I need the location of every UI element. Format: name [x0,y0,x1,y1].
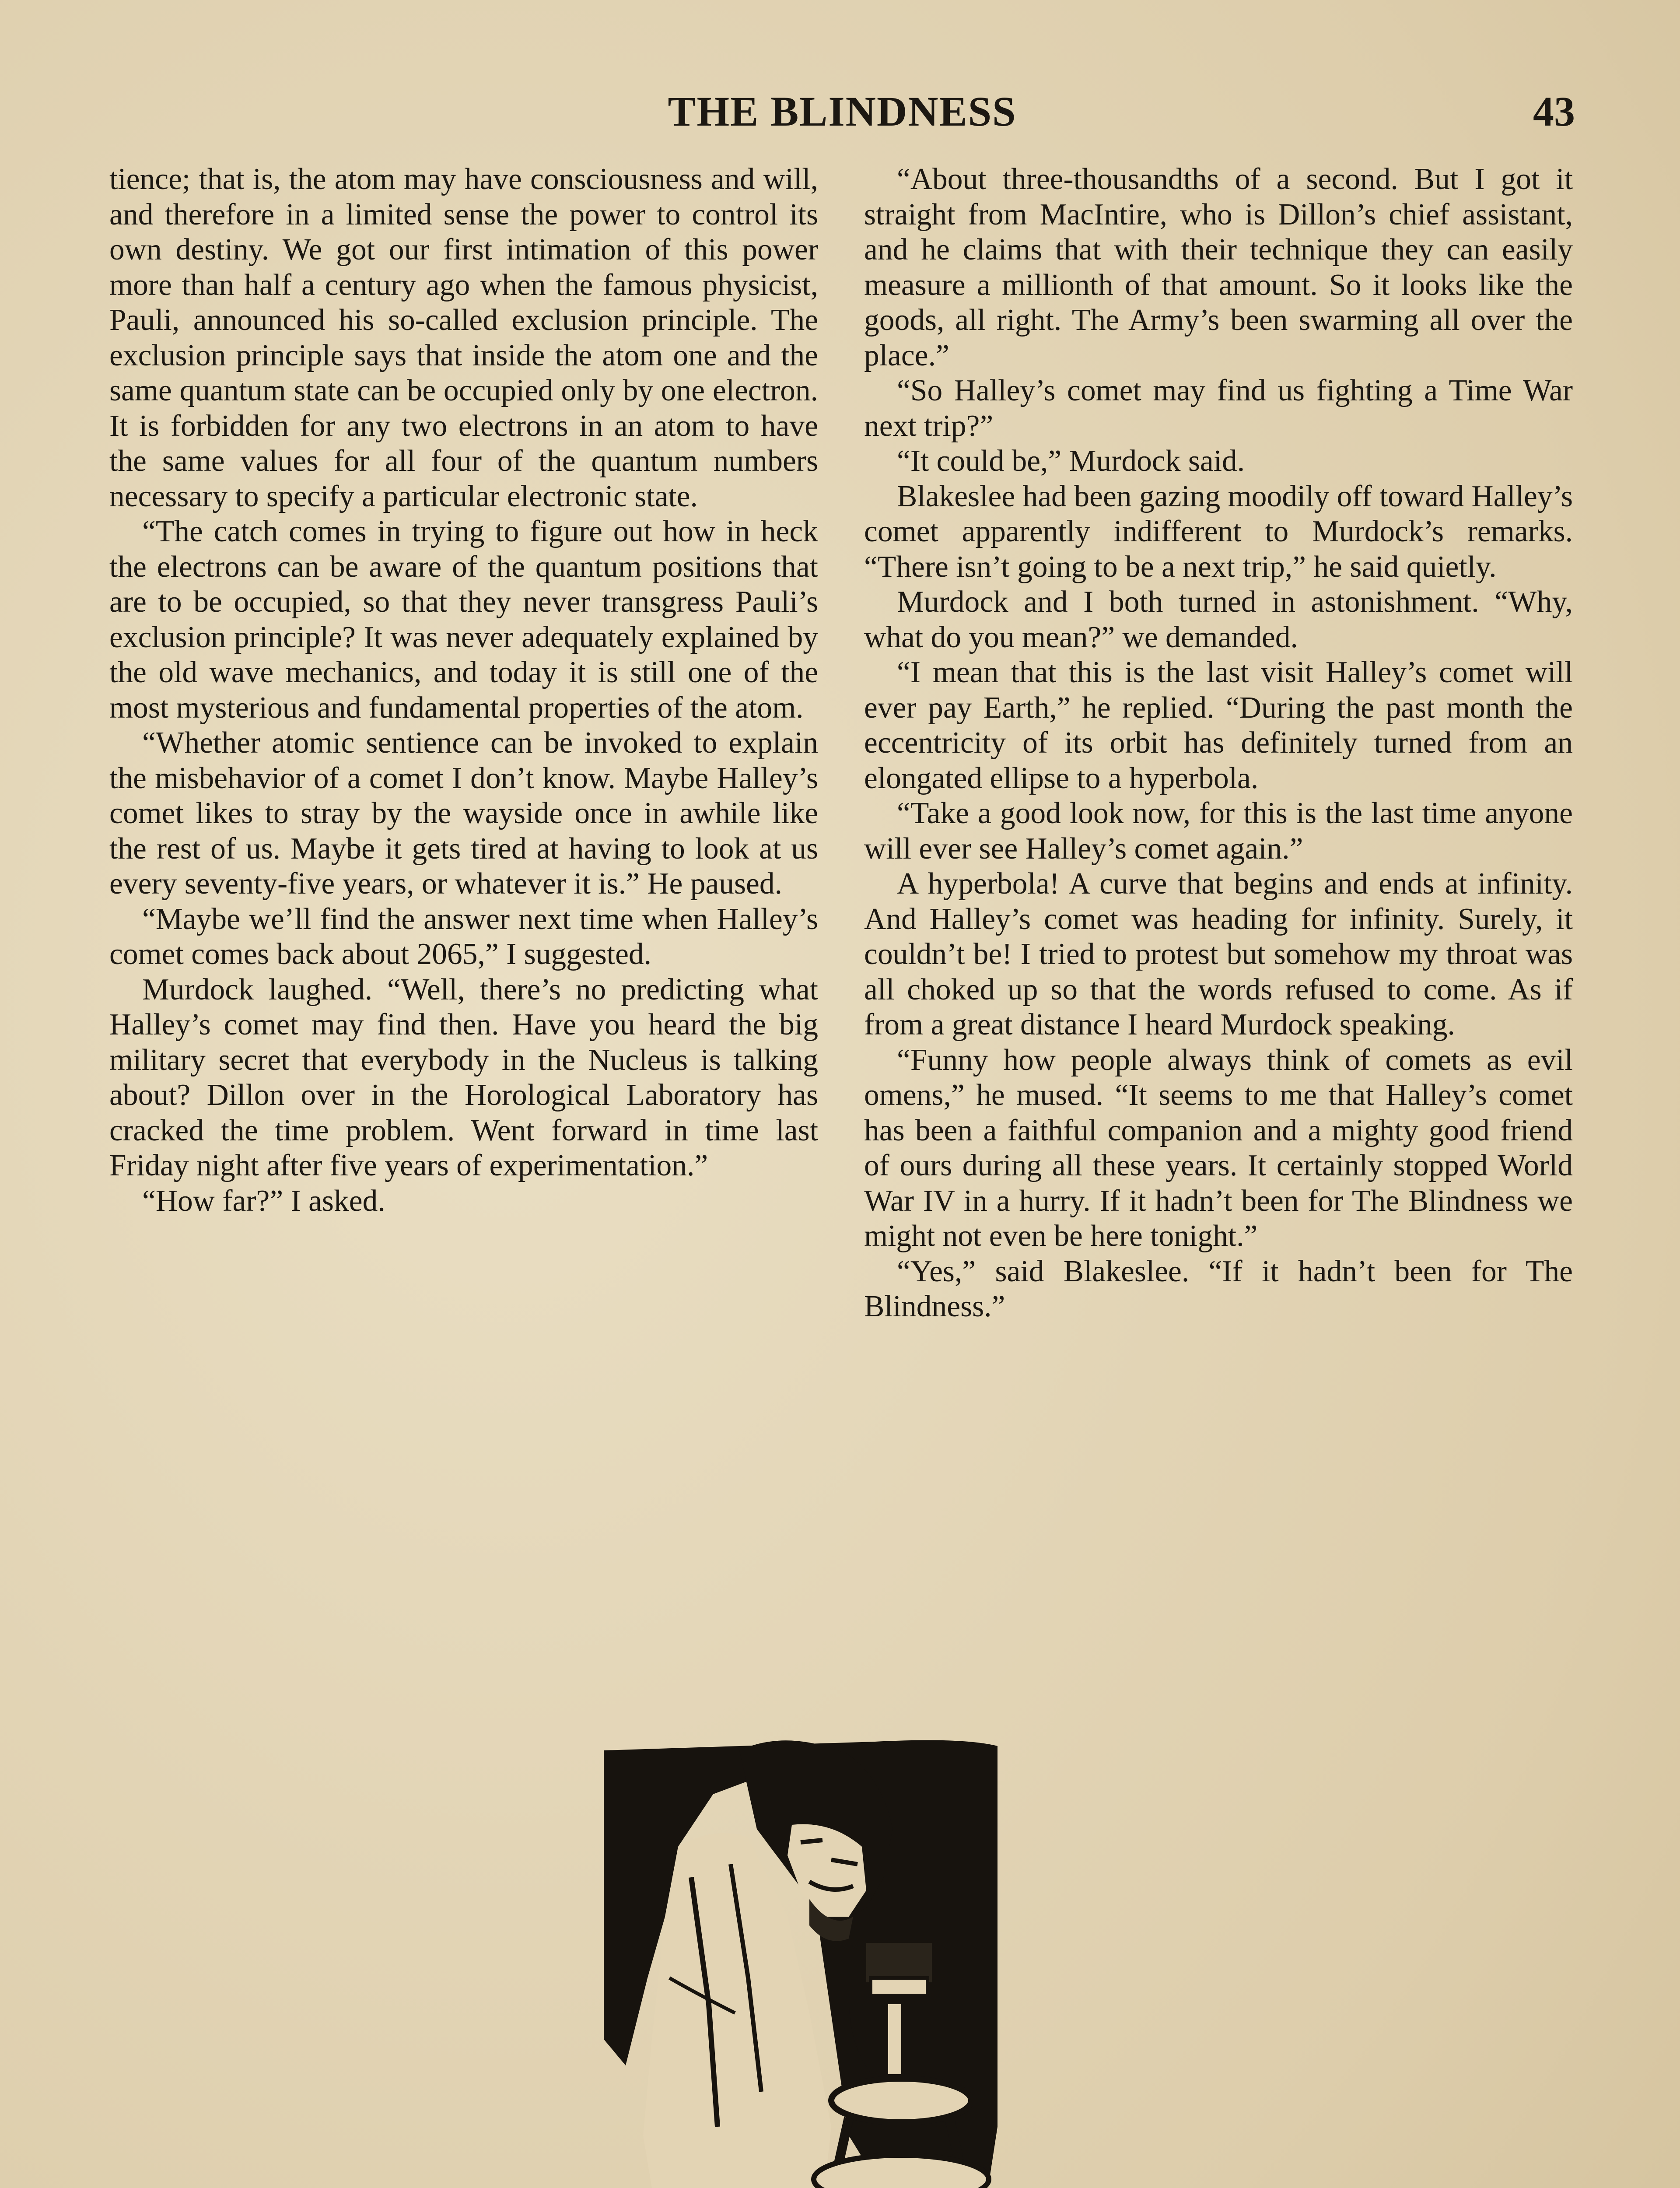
paragraph: “I mean that this is the last visit Halley’s comet will ever pay Earth,” he replied. “During the past month the eccentricity of its orbit has definitely turned from an elongated ellipse to a hyperbola. [864,656,1573,795]
paragraph: “Funny how people always think of comets as evil omens,” he mused. “It seems to me that Halley’s comet has been a faithful companion and a mighty good friend of ours during all these years. It certainly stopped World War IV in a hurry. If it hadn’t been for The Blindness we might not even be here tonight.” [864,1043,1573,1253]
paragraph: A hyperbola! A curve that begins and ends at infinity. And Halley’s comet was heading for infinity. Surely, it couldn’t be! I tried to protest but somehow my throat was all choked up so that the words refused to come. As if from a great distance I heard Murdock speaking. [864,867,1573,1041]
paragraph: “It could be,” Murdock said. [897,444,1245,478]
paragraph: “Yes,” said Blakeslee. “If it hadn’t been for The Blindness.” [864,1254,1573,1323]
page-header [109,83,1575,140]
paragraph: “How far?” I asked. [142,1184,385,1218]
right-column [864,162,1573,1325]
paragraph: “Maybe we’ll find the answer next time when Halley’s comet comes back about 2065,” I suggested. [109,902,818,971]
paragraph: “So Halley’s comet may find us fighting a Time War next trip?” [864,374,1573,443]
paragraph: “Take a good look now, for this is the last time anyone will ever see Halley’s comet again.” [864,796,1573,866]
woodcut-image [604,1733,1076,2188]
paragraph: Murdock laughed. “Well, there’s no predicting what Halley’s comet may find then. Have you heard the big military secret that everybody in the Nucleus is talking about? Dillon over in the Horological Laboratory has cracked the time problem. Went forward in time last Friday night after five years of experimentation.” [109,972,818,1182]
left-column [109,162,818,1219]
paragraph: “Whether atomic sentience can be invoked to explain the misbehavior of a comet I don’t know. Maybe Halley’s comet likes to stray by the wayside once in awhile like the rest of us. Maybe it gets tired at having to look at us every seventy-five years, or whatever it is.” He paused. [109,726,818,901]
paragraph: “About three-thousandths of a second. But I got it straight from MacIntire, who is Dillon’s chief assistant, and he claims that with their technique they can easily measure a millionth of that amount. So it looks like the goods, all right. The Army’s been swarming all over the place.” [864,162,1573,372]
paragraph: “The catch comes in trying to figure out how in heck the electrons can be aware of the quantum positions that are to be occupied, so that they never transgress Pauli’s exclusion principle? It was never adequately explained by the old wave mechanics, and today it is still one of the most mysterious and fundamental properties of the atom. [109,515,818,725]
paragraph: Blakeslee had been gazing moodily off toward Halley’s comet apparently indifferent to Murdock’s remarks. “There isn’t going to be a next trip,” he said quietly. [864,479,1573,584]
running-title: THE BLINDNESS [668,88,1017,135]
paragraph: tience; that is, the atom may have consciousness and will, and therefore in a limited sense the power to control its own destiny. We got our first intimation of this power more than half a century ago when the famous physicist, Pauli, announced his so-called exclusion principle. The exclusion principle says that inside the atom one and the same quantum state can be occupied only by one electron. It is forbidden for any two electrons in an atom to have the same values for all four of the quantum numbers necessary to specify a particular electronic state. [109,162,818,513]
page-number: 43 [1533,88,1575,135]
scientist-microscope-illustration [604,1733,1076,2188]
paragraph: Murdock and I both turned in astonishment. “Why, what do you mean?” we demanded. [864,585,1573,654]
